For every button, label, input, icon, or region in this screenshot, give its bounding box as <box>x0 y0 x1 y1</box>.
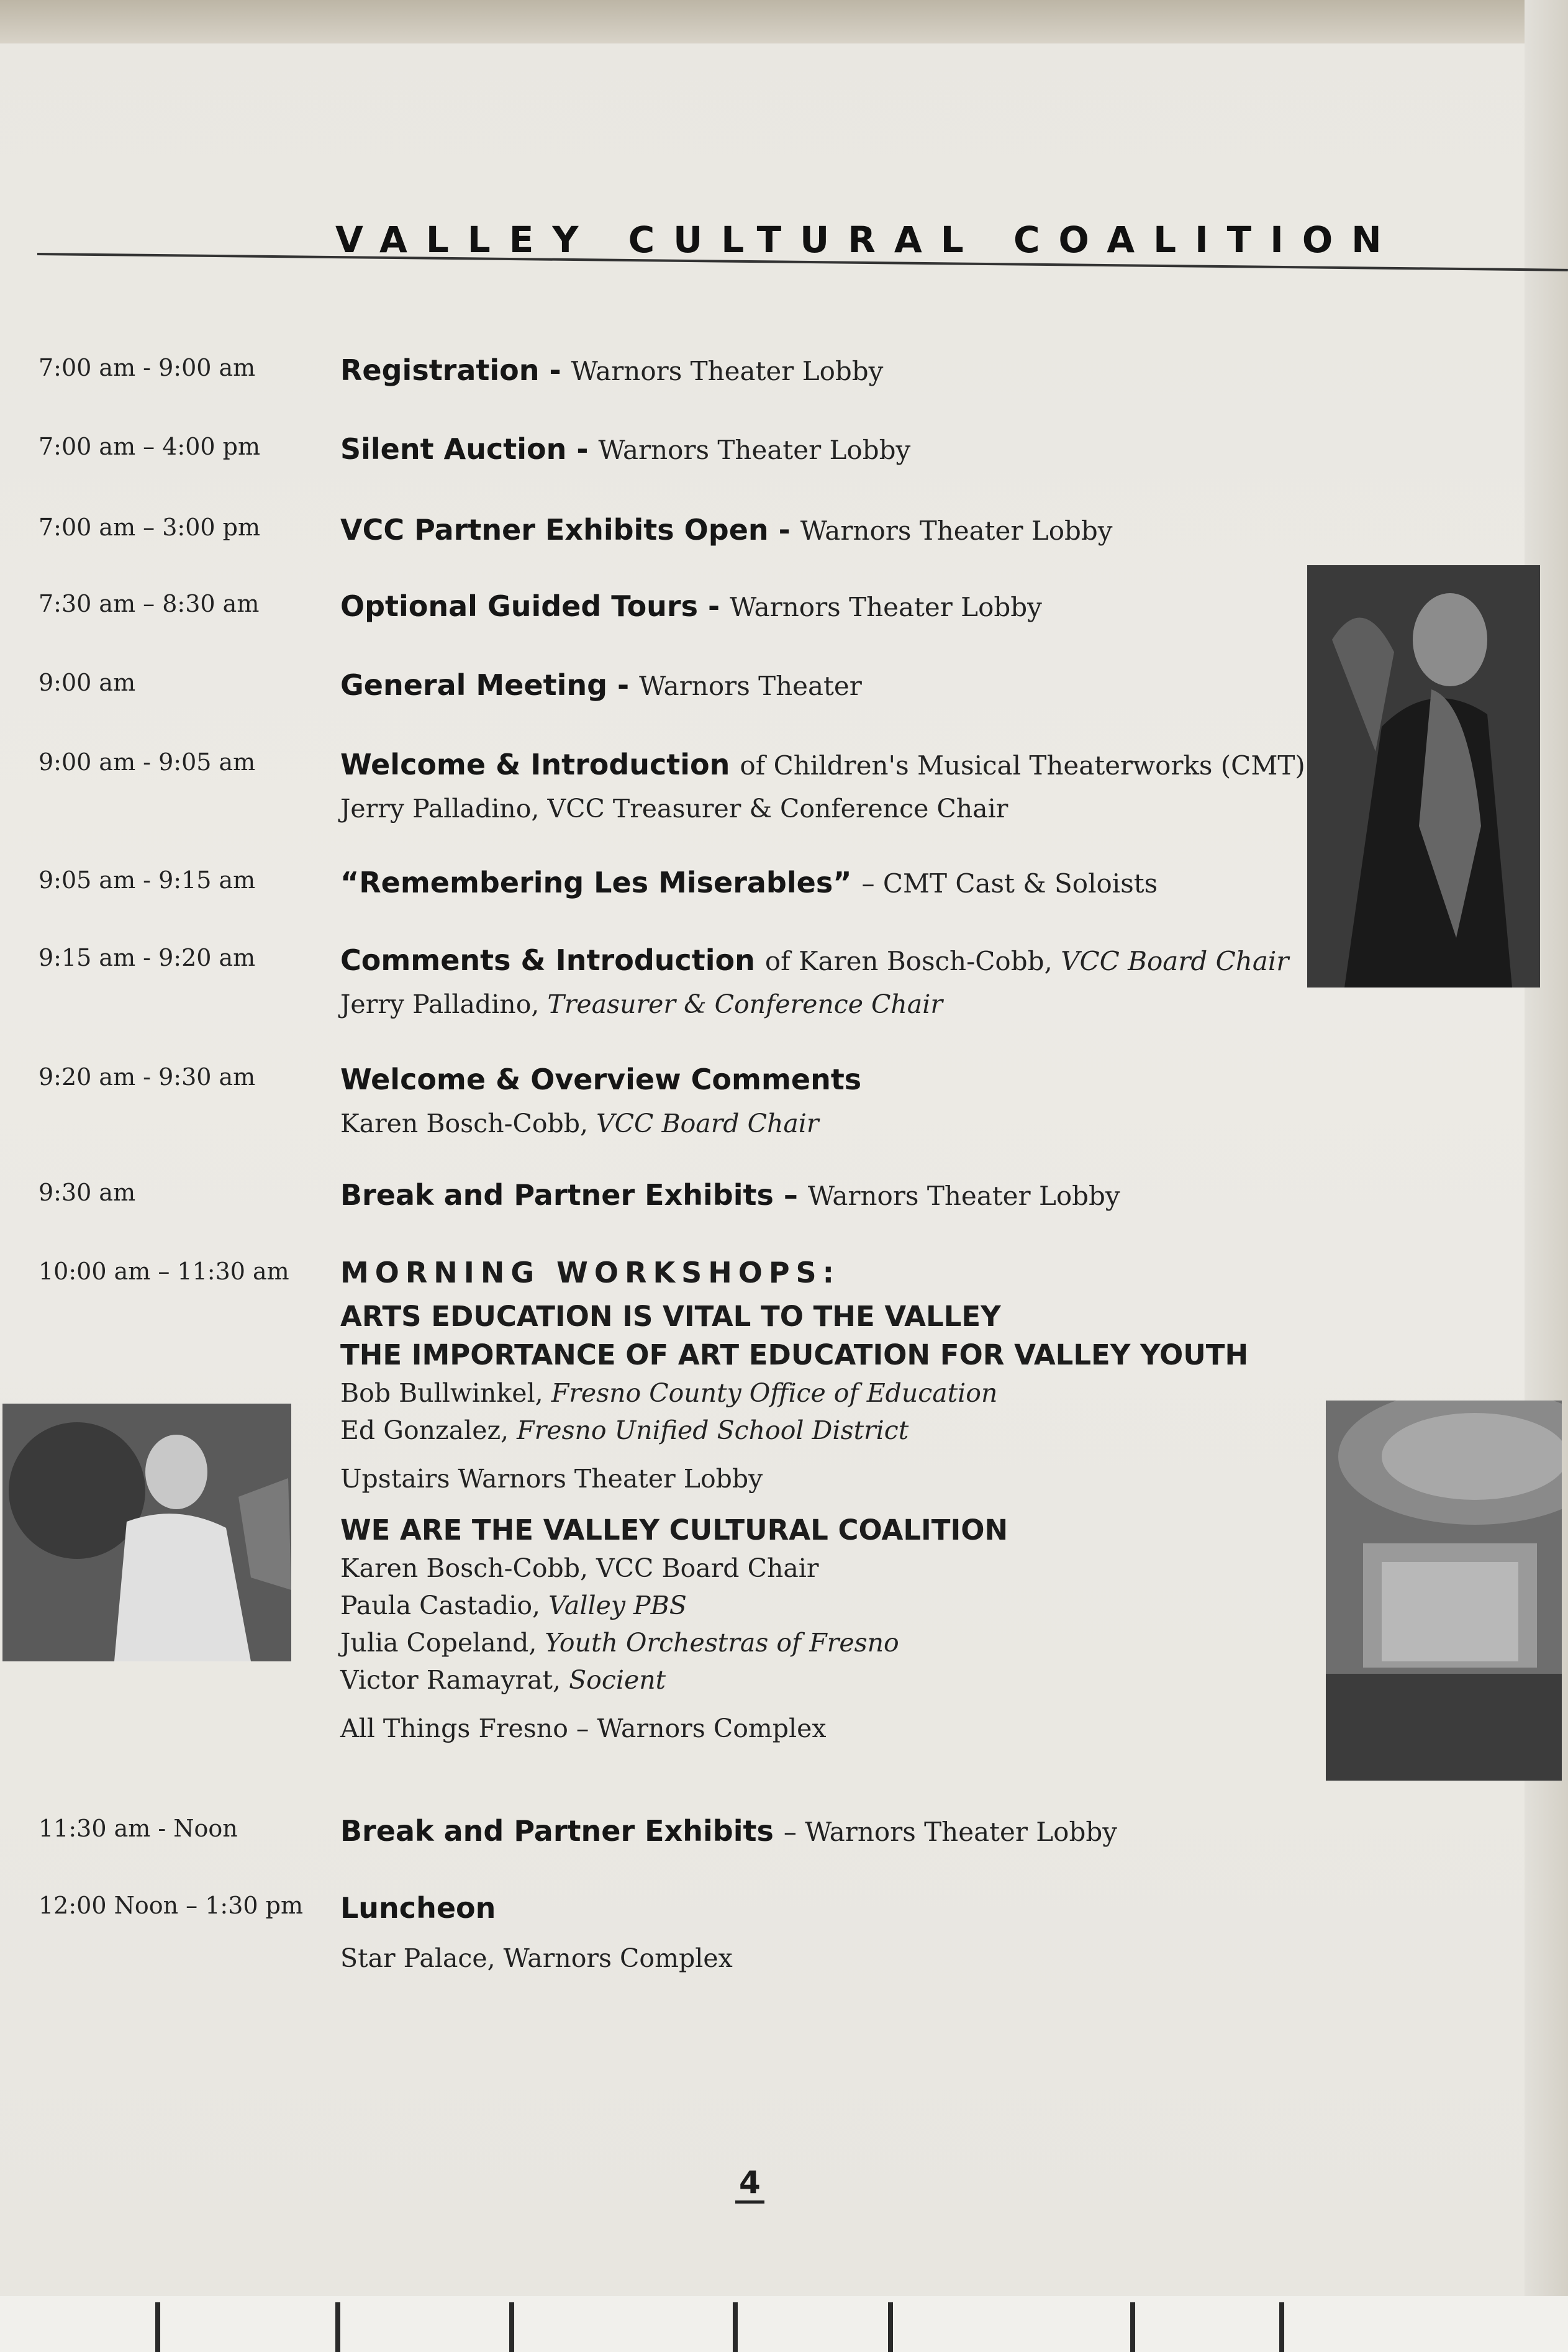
schedule-time: 11:30 am - Noon <box>39 1815 238 1842</box>
page-number: 4 <box>735 2164 764 2204</box>
schedule-presenter: Karen Bosch-Cobb, <box>340 1109 597 1138</box>
schedule-time: 9:00 am <box>39 669 136 696</box>
presenter-org: Youth Orchestras of Fresno <box>545 1628 899 1658</box>
schedule-time: 9:05 am - 9:15 am <box>39 866 256 894</box>
fabric-background <box>0 0 1568 43</box>
belle-and-beast-photo <box>2 1404 291 1661</box>
presenter-name: Paula Castadio, <box>340 1591 549 1620</box>
presenter-org: Fresno County Office of Education <box>551 1378 998 1408</box>
schedule-time: 9:00 am - 9:05 am <box>39 748 256 776</box>
schedule-title: Optional Guided Tours - <box>340 589 730 623</box>
schedule-detail: of Children's Musical Theaterworks (CMT) <box>740 750 1305 781</box>
schedule-title: Silent Auction - <box>340 432 599 466</box>
schedule-location: Warnors Theater Lobby <box>800 515 1113 546</box>
schedule-title: Welcome & Overview Comments <box>340 1063 862 1096</box>
schedule-detail: – CMT Cast & Soloists <box>861 868 1158 899</box>
schedule-time: 7:30 am – 8:30 am <box>39 590 260 617</box>
performer-photo <box>1307 565 1540 988</box>
schedule-title: Comments & Introduction <box>340 943 765 977</box>
schedule-time: 9:15 am - 9:20 am <box>39 944 256 971</box>
presenter-name: Ed Gonzalez, <box>340 1415 517 1445</box>
schedule-time: 9:30 am <box>39 1179 136 1206</box>
presenter-org: Valley PBS <box>548 1591 687 1620</box>
schedule-role: VCC Board Chair <box>596 1109 819 1138</box>
schedule-title: Break and Partner Exhibits <box>340 1814 784 1848</box>
schedule-time: 10:00 am – 11:30 am <box>39 1258 289 1285</box>
schedule-location: – Warnors Theater Lobby <box>783 1817 1117 1847</box>
schedule-time: 7:00 am – 3:00 pm <box>39 514 261 541</box>
presenter-name: Julia Copeland, <box>340 1628 545 1658</box>
schedule-location: Warnors Theater Lobby <box>807 1181 1120 1211</box>
schedule-title: VCC Partner Exhibits Open - <box>340 513 800 547</box>
schedule-detail: of Karen Bosch-Cobb, <box>764 946 1061 976</box>
workshop-title: WE ARE THE VALLEY CULTURAL COALITION <box>340 1514 1008 1546</box>
page-header <box>37 219 1568 275</box>
schedule-title: Luncheon <box>340 1891 496 1925</box>
schedule-title: General Meeting - <box>340 668 640 702</box>
schedule-time: 7:00 am - 9:00 am <box>39 354 256 381</box>
workshops-heading: MORNING WORKSHOPS: <box>340 1256 841 1289</box>
workshop-location: All Things Fresno – Warnors Complex <box>340 1714 827 1743</box>
presenter-name: Victor Ramayrat, <box>340 1665 569 1695</box>
theater-interior-photo <box>1326 1401 1562 1781</box>
presenter-org: Socient <box>569 1665 666 1695</box>
schedule-time: 9:20 am - 9:30 am <box>39 1063 256 1091</box>
schedule-location: Star Palace, Warnors Complex <box>340 1943 733 1973</box>
presenter-name: Karen Bosch-Cobb, VCC Board Chair <box>340 1553 819 1583</box>
schedule-role: VCC Board Chair <box>1061 946 1289 976</box>
schedule-time: 12:00 Noon – 1:30 pm <box>39 1892 303 1919</box>
presenter-org: Fresno Unified School District <box>517 1415 909 1445</box>
schedule-title: “Remembering Les Miserables” <box>340 866 862 899</box>
organization-title: VALLEY CULTURAL COALITION <box>335 219 1400 261</box>
workshop-title: ARTS EDUCATION IS VITAL TO THE VALLEY <box>340 1300 1001 1333</box>
schedule-presenter: Jerry Palladino, <box>340 989 548 1019</box>
schedule-location: Warnors Theater <box>639 671 862 701</box>
bottom-page-edges <box>0 2296 1568 2352</box>
workshop-location: Upstairs Warnors Theater Lobby <box>340 1464 763 1494</box>
schedule-role: Treasurer & Conference Chair <box>547 989 943 1019</box>
schedule-location: Warnors Theater Lobby <box>730 592 1042 622</box>
schedule-location: Warnors Theater Lobby <box>598 435 911 465</box>
presenter-name: Bob Bullwinkel, <box>340 1378 551 1408</box>
schedule-title: Break and Partner Exhibits – <box>340 1178 808 1212</box>
page-edge <box>1525 0 1568 2352</box>
workshop-subtitle: THE IMPORTANCE OF ART EDUCATION FOR VALLEY YOUTH <box>340 1338 1249 1371</box>
schedule-title: Welcome & Introduction <box>340 748 740 781</box>
schedule-location: Warnors Theater Lobby <box>571 356 884 386</box>
schedule-title: Registration - <box>340 353 571 387</box>
schedule-time: 7:00 am – 4:00 pm <box>39 433 261 460</box>
schedule-presenter: Jerry Palladino, VCC Treasurer & Conference Chair <box>340 794 1008 824</box>
